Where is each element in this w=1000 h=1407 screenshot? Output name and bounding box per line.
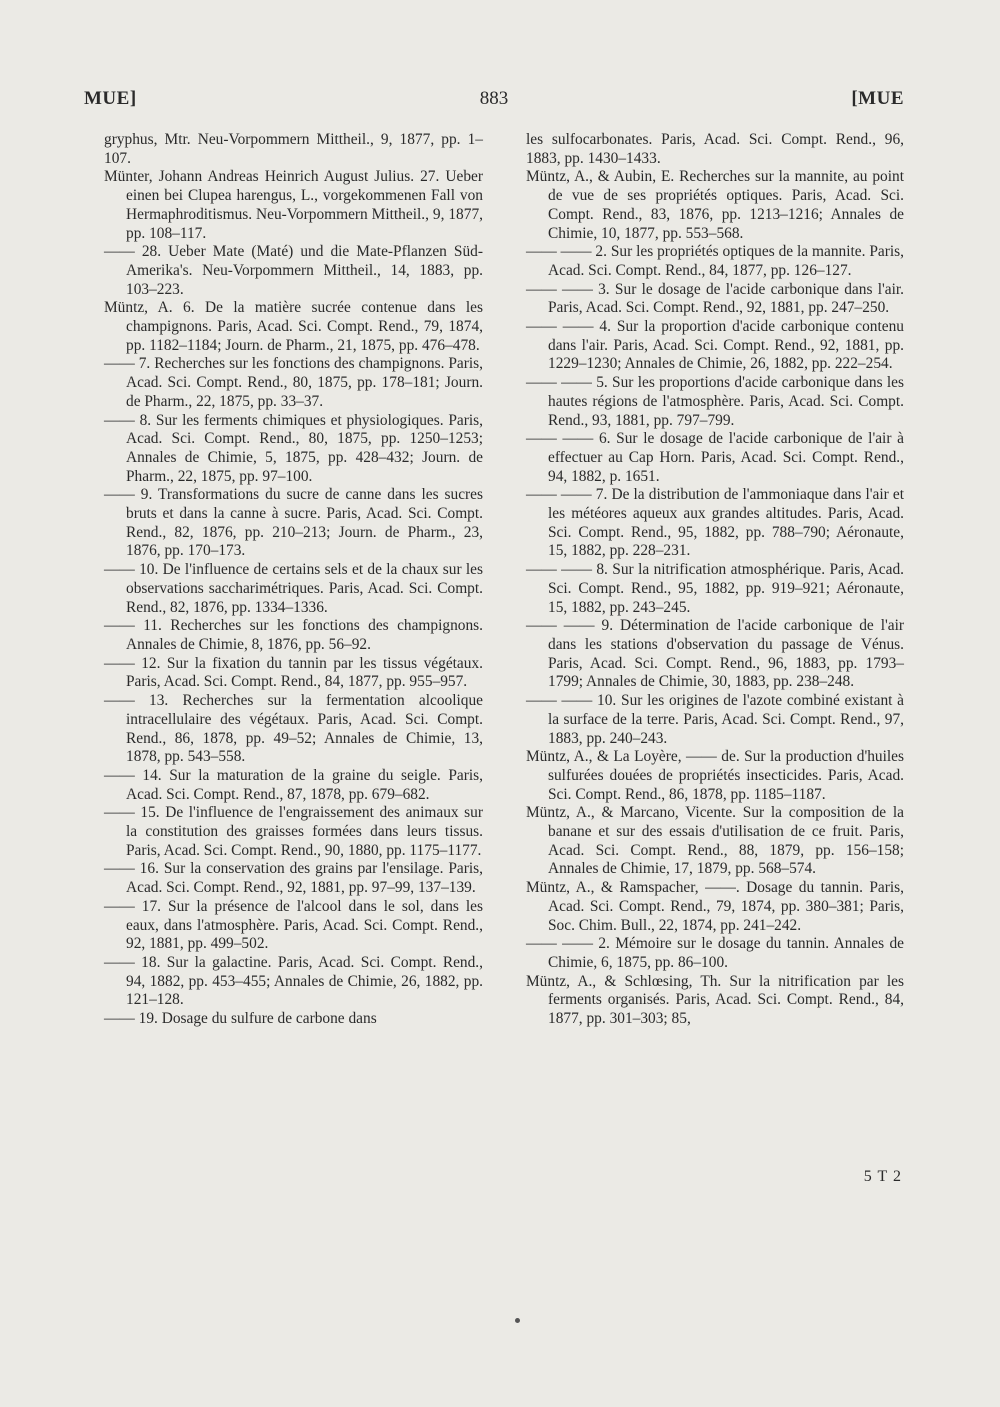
entry: —— 12. Sur la fixation du tannin par les tissus végétaux. Paris, Acad. Sci. Compt. Rend., 84, 1877, pp. 955–957.: [104, 654, 483, 691]
entry: —— 8. Sur les ferments chimiques et physiologiques. Paris, Acad. Sci. Compt. Rend., 80, 1875, pp. 1250–1253; Annales de Chimie, 5, 1875, pp. 428–432; Journ. de Pharm., 22, 1875, pp. 97–100.: [104, 411, 483, 485]
running-header: [84, 88, 904, 116]
entry: Müntz, A., & La Loyère, —— de. Sur la production d'huiles sulfurées douées de propriétés insecticides. Paris, Acad. Sci. Compt. Rend., 86, 1878, pp. 1185–1187.: [526, 748, 904, 803]
entry: Münter, Johann Andreas Heinrich August Julius. 27. Ueber einen bei Clupea harengus, L., vorgekommenen Fall von Hermaphroditismus. Neu-Vorpommern Mittheil., 9, 1877, pp. 108–117.: [104, 168, 483, 242]
page-number: 883: [479, 88, 509, 109]
entry: Müntz, A. 6. De la matière sucrée contenue dans les champignons. Paris, Acad. Sci. Compt. Rend., 79, 1874, pp. 1182–1184; Journ. de Pharm., 21, 1875, pp. 476–478.: [104, 299, 483, 354]
entry: —— —— 5. Sur les proportions d'acide carbonique dans les hautes régions de l'atmosphère. Paris, Acad. Sci. Compt. Rend., 93, 1881, pp. 797–799.: [526, 374, 904, 429]
entry: —— 28. Ueber Mate (Maté) und die Mate-Pflanzen Süd-Amerika's. Neu-Vorpommern Mittheil., 14, 1883, pp. 103–223.: [104, 243, 483, 298]
entry: Müntz, A., & Ramspacher, ——. Dosage du tannin. Paris, Acad. Sci. Compt. Rend., 79, 1874, pp. 380–381; Paris, Soc. Chim. Bull., 22, 1874, pp. 241–242.: [526, 879, 904, 934]
entry: —— 14. Sur la maturation de la graine du seigle. Paris, Acad. Sci. Compt. Rend., 87, 1878, pp. 679–682.: [104, 766, 483, 803]
entry: Müntz, A., & Aubin, E. Recherches sur la mannite, au point de vue de ses propriétés optiques. Paris, Acad. Sci. Compt. Rend., 83, 1876, pp. 1213–1216; Annales de Chimie, 10, 1877, pp. 553–568.: [526, 168, 904, 242]
entry: les sulfocarbonates. Paris, Acad. Sci. Compt. Rend., 96, 1883, pp. 1430–1433.: [526, 131, 904, 167]
entry: —— 16. Sur la conservation des grains par l'ensilage. Paris, Acad. Sci. Compt. Rend., 92, 1881, pp. 97–99, 137–139.: [104, 860, 483, 897]
entry: —— —— 8. Sur la nitrification atmosphérique. Paris, Acad. Sci. Compt. Rend., 95, 1882, pp. 919–921; Aéronaute, 15, 1882, pp. 243–245.: [526, 561, 904, 616]
entry: —— 18. Sur la galactine. Paris, Acad. Sci. Compt. Rend., 94, 1882, pp. 453–455; Annales de Chimie, 26, 1882, pp. 121–128.: [104, 953, 483, 1009]
entry: —— 11. Recherches sur les fonctions des champignons. Annales de Chimie, 8, 1876, pp. 56–92.: [104, 617, 483, 653]
entry: Müntz, A., & Schlœsing, Th. Sur la nitrification par les ferments organisés. Paris, Acad. Sci. Compt. Rend., 84, 1877, pp. 301–303; 85,: [526, 972, 904, 1028]
entry: —— —— 3. Sur le dosage de l'acide carbonique dans l'air. Paris, Acad. Sci. Compt. Rend., 92, 1881, pp. 247–250.: [526, 280, 904, 317]
entry: gryphus, Mtr. Neu-Vorpommern Mittheil., 9, 1877, pp. 1–107.: [104, 131, 483, 167]
entry: —— 9. Transformations du sucre de canne dans les sucres bruts et dans la canne à sucre. Paris, Acad. Sci. Compt. Rend., 82, 1876, pp. 210–213; Journ. de Pharm., 23, 1876, pp. 170–173.: [104, 486, 483, 560]
header-left: MUE]: [84, 88, 137, 109]
entry: —— 10. De l'influence de certains sels et de la chaux sur les observations saccharimétriques. Paris, Acad. Sci. Compt. Rend., 82, 1876, pp. 1334–1336.: [104, 561, 483, 616]
entry: —— 13. Recherches sur la fermentation alcoolique intracellulaire des végétaux. Paris, Acad. Sci. Compt. Rend., 86, 1878, pp. 49–52; Annales de Chimie, 13, 1878, pp. 543–558.: [104, 692, 483, 766]
entry: —— 15. De l'influence de l'engraissement des animaux sur la constitution des graisses formées dans leurs tissus. Paris, Acad. Sci. Compt. Rend., 90, 1880, pp. 1175–1177.: [104, 804, 483, 859]
entry: Müntz, A., & Marcano, Vicente. Sur la composition de la banane et sur des essais d'utilisation de ce fruit. Paris, Acad. Sci. Compt. Rend., 88, 1879, pp. 156–158; Annales de Chimie, 17, 1879, pp. 568–574.: [526, 804, 904, 878]
ink-speck: [515, 1318, 520, 1323]
right-column: [526, 131, 904, 1029]
signature-mark: 5 T 2: [863, 1168, 902, 1185]
entry: —— —— 6. Sur le dosage de l'acide carbonique de l'air à effectuer au Cap Horn. Paris, Acad. Sci. Compt. Rend., 94, 1882, p. 1651.: [526, 430, 904, 485]
entry: —— 7. Recherches sur les fonctions des champignons. Paris, Acad. Sci. Compt. Rend., 80, 1875, pp. 178–181; Journ. de Pharm., 22, 1875, pp. 33–37.: [104, 355, 483, 410]
entry: —— —— 2. Mémoire sur le dosage du tannin. Annales de Chimie, 6, 1875, pp. 86–100.: [526, 935, 904, 971]
entry: —— —— 2. Sur les propriétés optiques de la mannite. Paris, Acad. Sci. Compt. Rend., 84, 1877, pp. 126–127.: [526, 243, 904, 279]
entry: —— —— 7. De la distribution de l'ammoniaque dans l'air et les météores aqueux aux grandes altitudes. Paris, Acad. Sci. Compt. Rend., 95, 1882, pp. 788–790; Aéronaute, 15, 1882, pp. 228–231.: [526, 486, 904, 560]
entry: —— —— 10. Sur les origines de l'azote combiné existant à la surface de la terre. Paris, Acad. Sci. Compt. Rend., 97, 1883, pp. 240–243.: [526, 692, 904, 747]
entry: —— —— 9. Détermination de l'acide carbonique de l'air dans les stations d'observation du passage de Vénus. Paris, Acad. Sci. Compt. Rend., 96, 1883, pp. 1793–1799; Annales de Chimie, 30, 1883, pp. 238–248.: [526, 617, 904, 691]
left-column: [104, 131, 483, 1029]
entry: —— —— 4. Sur la proportion d'acide carbonique contenu dans l'air. Paris, Acad. Sci. Compt. Rend., 92, 1881, pp. 1229–1230; Annales de Chimie, 26, 1882, pp. 222–254.: [526, 318, 904, 373]
entry: —— 17. Sur la présence de l'alcool dans le sol, dans les eaux, dans l'atmosphère. Paris, Acad. Sci. Compt. Rend., 92, 1881, pp. 499–502.: [104, 897, 483, 953]
header-right: [MUE: [851, 88, 904, 109]
entry: —— 19. Dosage du sulfure de carbone dans: [104, 1010, 377, 1028]
